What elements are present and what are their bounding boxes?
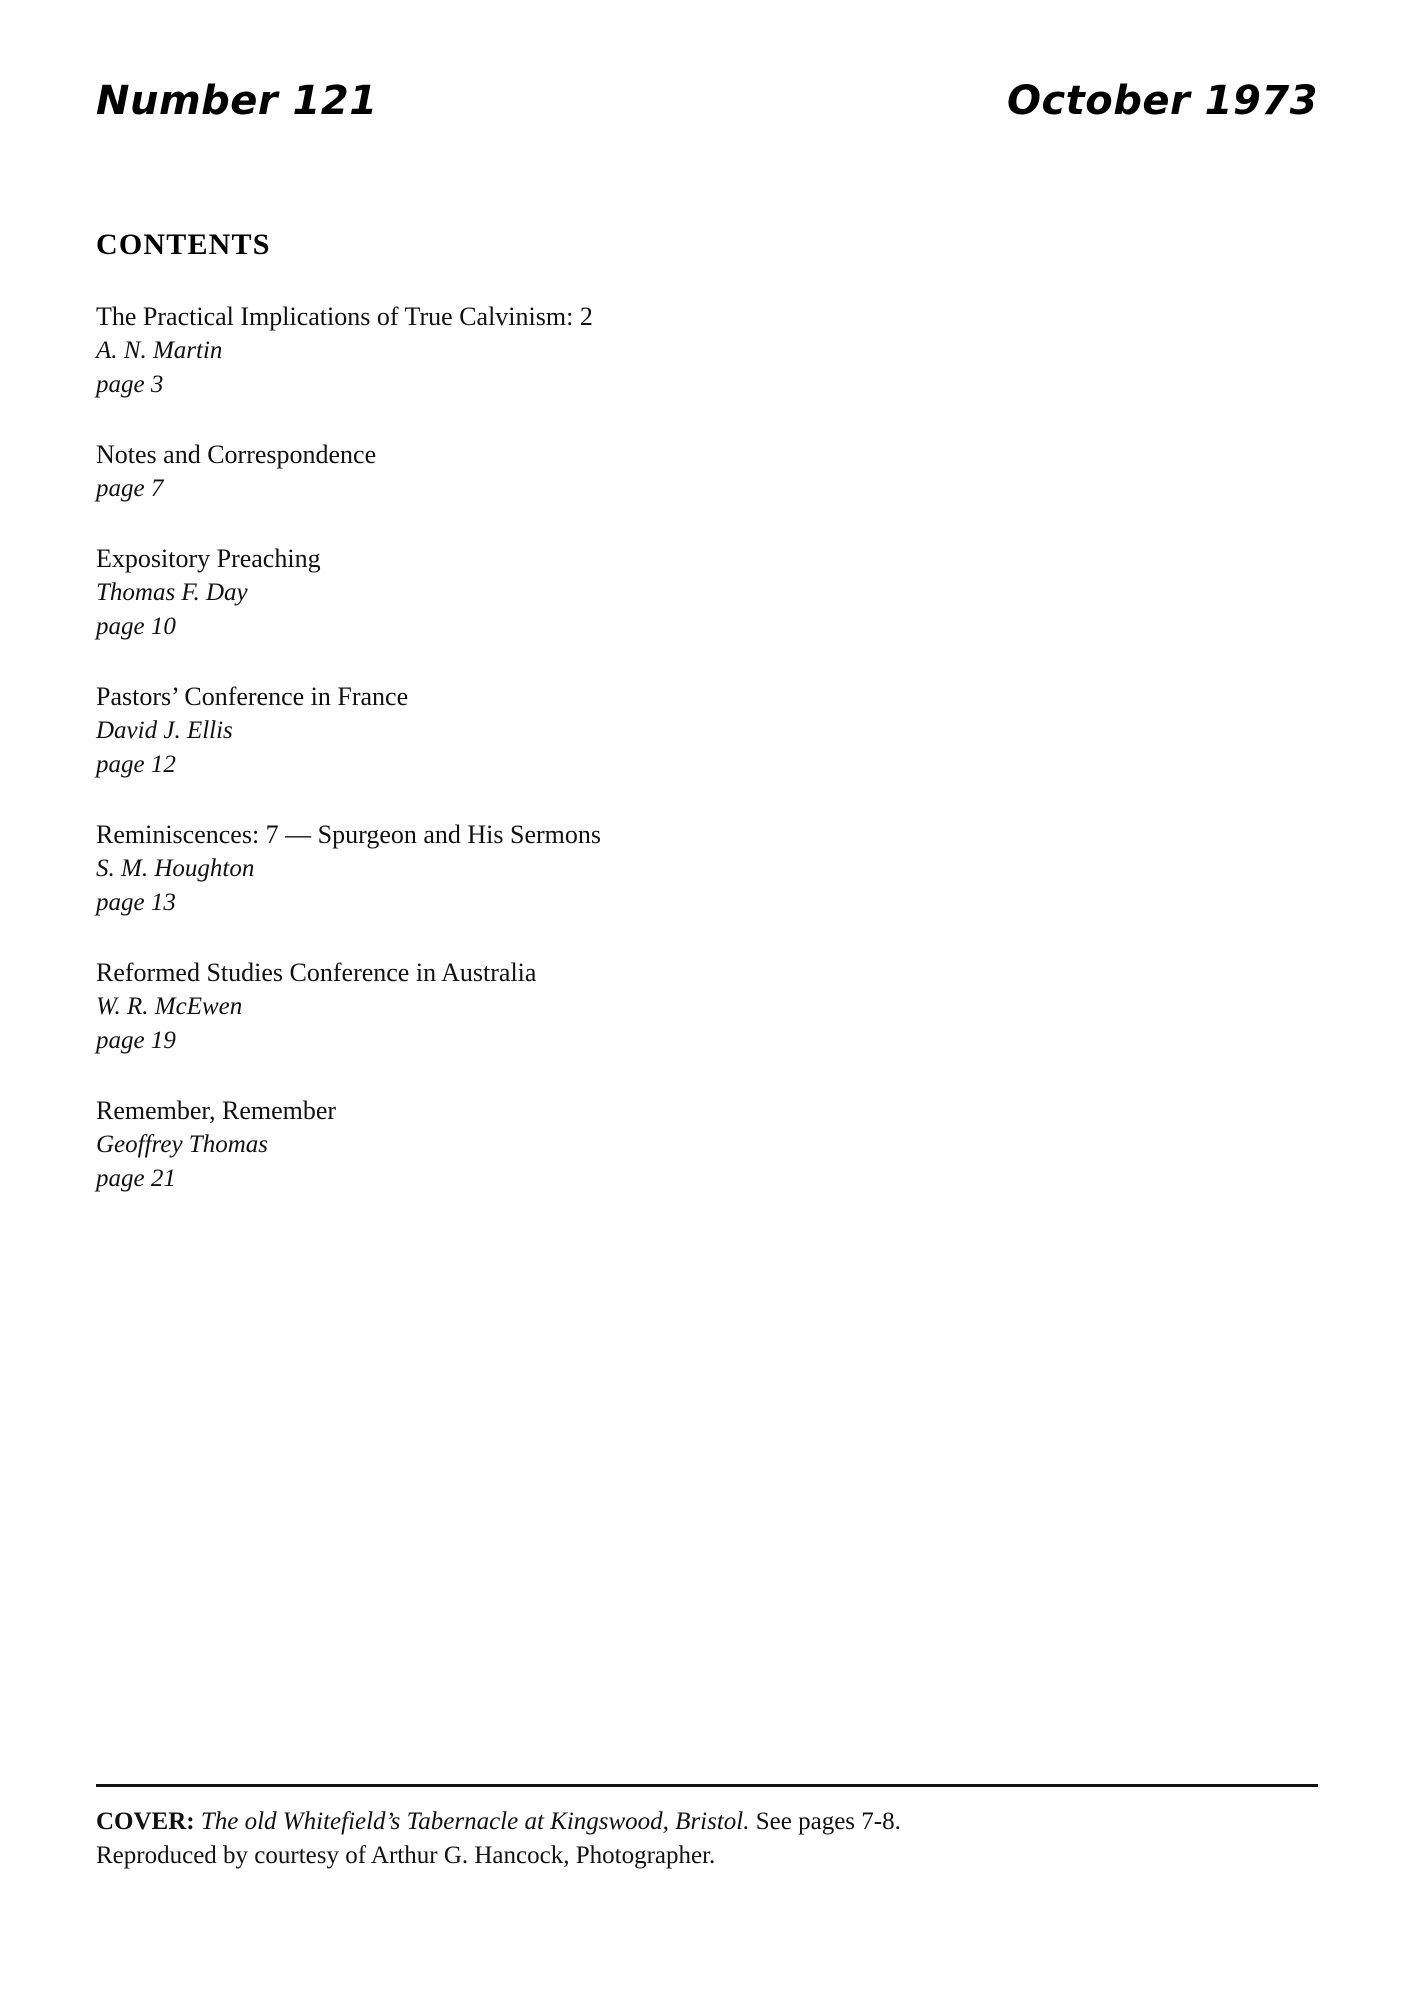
toc-entry-title: Pastors’ Conference in France [96,682,409,711]
toc-entry-page: page 19 [96,1027,176,1054]
toc-entry-page: page 12 [96,751,176,778]
toc-entry-title: Expository Preaching [96,544,321,573]
toc-entry-title: Notes and Correspondence [96,440,377,469]
footer-divider [96,1784,1318,1787]
toc-entry-page: page 3 [96,371,164,398]
toc-entry-author: A. N. Martin [96,337,223,364]
toc-entry-page: page 10 [96,613,176,640]
photographer-credit: Reproduced by courtesy of Arthur G. Hancock, Photographer. [96,1842,716,1869]
cover-description: The old Whitefield’s Tabernacle at Kingswood, Bristol. [200,1808,750,1835]
issue-date: October 1973 [1006,78,1318,124]
toc-entry-author: S. M. Houghton [96,855,255,882]
cover-page-reference: See pages 7-8. [749,1808,901,1835]
toc-entry-page: page 7 [96,475,164,502]
toc-entry-title: The Practical Implications of True Calvinism: 2 [96,302,593,331]
toc-entry-page: page 13 [96,889,176,916]
contents-heading: CONTENTS [96,228,271,261]
toc-entry [96,818,996,920]
toc-entry [96,1094,996,1196]
toc-entry-title: Reformed Studies Conference in Australia [96,958,537,987]
toc-entry-author: Geoffrey Thomas [96,1131,268,1158]
toc-entry [96,680,996,782]
toc-entry-page: page 21 [96,1165,176,1192]
toc-entry-title: Reminiscences: 7 — Spurgeon and His Sermons [96,820,602,849]
toc-entry-author: W. R. McEwen [96,993,243,1020]
toc-entry-title: Remember, Remember [96,1096,337,1125]
toc-entry [96,438,996,506]
toc-entry-author: David J. Ellis [96,717,233,744]
cover-caption-line [96,1805,1318,1839]
issue-number: Number 121 [96,78,378,124]
toc-entry [96,542,996,644]
toc-entry [96,956,996,1058]
toc-entry-author: Thomas F. Day [96,579,248,606]
masthead [96,78,1318,124]
cover-credit [96,1805,1318,1873]
cover-label: COVER: [96,1808,195,1835]
toc-entry [96,300,996,402]
table-of-contents [96,300,996,1196]
